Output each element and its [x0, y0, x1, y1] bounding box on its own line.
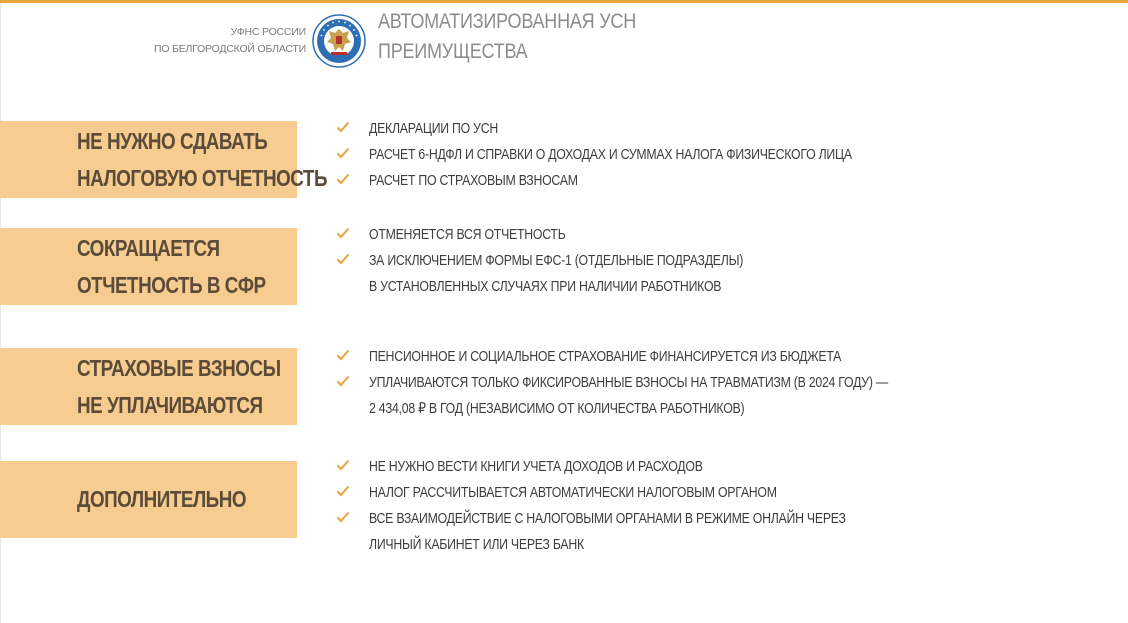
list-item — [336, 116, 958, 142]
checkmark-icon — [336, 480, 369, 506]
list-insurance-contributions — [336, 344, 1002, 422]
list-no-tax-reporting — [336, 116, 958, 194]
slide-title-line-2: ПРЕИМУЩЕСТВА — [378, 40, 528, 63]
slide-title — [378, 7, 636, 67]
checkmark-icon — [336, 370, 369, 396]
list-item — [336, 222, 825, 248]
category-label-line: СОКРАЩАЕТСЯ — [77, 234, 220, 261]
category-label-line: НЕ НУЖНО СДАВАТЬ — [77, 127, 268, 154]
category-insurance-contributions — [0, 348, 297, 425]
checkmark-icon — [336, 142, 369, 168]
fns-emblem-icon — [312, 14, 366, 68]
list-additional — [336, 454, 950, 558]
checkmark-icon — [336, 168, 369, 194]
organization-line-2: ПО БЕЛГОРОДСКОЙ ОБЛАСТИ — [153, 43, 306, 55]
slide-title-line-1: АВТОМАТИЗИРОВАННАЯ УСН — [378, 10, 636, 33]
category-label-line: СТРАХОВЫЕ ВЗНОСЫ — [77, 354, 281, 381]
list-item-text: ПЕНСИОННОЕ И СОЦИАЛЬНОЕ СТРАХОВАНИЕ ФИНАНСИРУЕТСЯ ИЗ БЮДЖЕТА — [369, 348, 842, 365]
list-item — [336, 506, 950, 558]
checkmark-icon — [336, 222, 369, 248]
list-item-text: РАСЧЕТ ПО СТРАХОВЫМ ВЗНОСАМ — [369, 172, 578, 189]
checkmark-icon — [336, 248, 369, 274]
list-item-text: 2 434,08 ₽ В ГОД (НЕЗАВИСИМО ОТ КОЛИЧЕСТВА РАБОТНИКОВ) — [369, 400, 745, 417]
checkmark-icon — [336, 454, 369, 480]
list-item-text: ДЕКЛАРАЦИИ ПО УСН — [369, 120, 498, 137]
list-item — [336, 454, 950, 480]
list-item-text: НЕ НУЖНО ВЕСТИ КНИГИ УЧЕТА ДОХОДОВ И РАСХОДОВ — [369, 458, 703, 475]
checkmark-icon — [336, 116, 369, 142]
list-item-text: ОТМЕНЯЕТСЯ ВСЯ ОТЧЕТНОСТЬ — [369, 226, 566, 243]
list-item-text: УПЛАЧИВАЮТСЯ ТОЛЬКО ФИКСИРОВАННЫЕ ВЗНОСЫ НА ТРАВМАТИЗМ (В 2024 ГОДУ) — — [369, 374, 888, 391]
list-sfr-reporting — [336, 222, 825, 300]
top-accent-rule — [0, 0, 1128, 3]
organization-line-1: УФНС РОССИИ — [230, 26, 306, 38]
category-label-line: ОТЧЕТНОСТЬ В СФР — [77, 271, 266, 298]
list-item-text: РАСЧЕТ 6-НДФЛ И СПРАВКИ О ДОХОДАХ И СУММАХ НАЛОГА ФИЗИЧЕСКОГО ЛИЦА — [369, 146, 852, 163]
category-label-line: ДОПОЛНИТЕЛЬНО — [77, 486, 247, 512]
list-item-text: НАЛОГ РАССЧИТЫВАЕТСЯ АВТОМАТИЧЕСКИ НАЛОГОВЫМ ОРГАНОМ — [369, 484, 777, 501]
list-item-text: ВСЕ ВЗАИМОДЕЙСТВИЕ С НАЛОГОВЫМИ ОРГАНАМИ В РЕЖИМЕ ОНЛАЙН ЧЕРЕЗ — [369, 510, 846, 527]
list-item — [336, 480, 950, 506]
list-item-text: В УСТАНОВЛЕННЫХ СЛУЧАЯХ ПРИ НАЛИЧИИ РАБОТНИКОВ — [369, 278, 722, 295]
list-item — [336, 142, 958, 168]
list-item — [336, 168, 958, 194]
category-no-tax-reporting — [0, 121, 328, 198]
list-item-text: ЗА ИСКЛЮЧЕНИЕМ ФОРМЫ ЕФС-1 (ОТДЕЛЬНЫЕ ПОДРАЗДЕЛЫ) — [369, 252, 744, 269]
organization-name — [154, 24, 306, 58]
category-label-line: НЕ УПЛАЧИВАЮТСЯ — [77, 391, 263, 418]
category-sfr-reporting — [0, 228, 297, 305]
category-label-line: НАЛОГОВУЮ ОТЧЕТНОСТЬ — [77, 164, 328, 191]
checkmark-icon — [336, 344, 369, 370]
list-item — [336, 370, 1002, 422]
category-additional — [0, 461, 297, 538]
list-item — [336, 344, 1002, 370]
list-item-text: ЛИЧНЫЙ КАБИНЕТ ИЛИ ЧЕРЕЗ БАНК — [369, 536, 584, 553]
checkmark-icon — [336, 506, 369, 532]
list-item — [336, 248, 825, 300]
